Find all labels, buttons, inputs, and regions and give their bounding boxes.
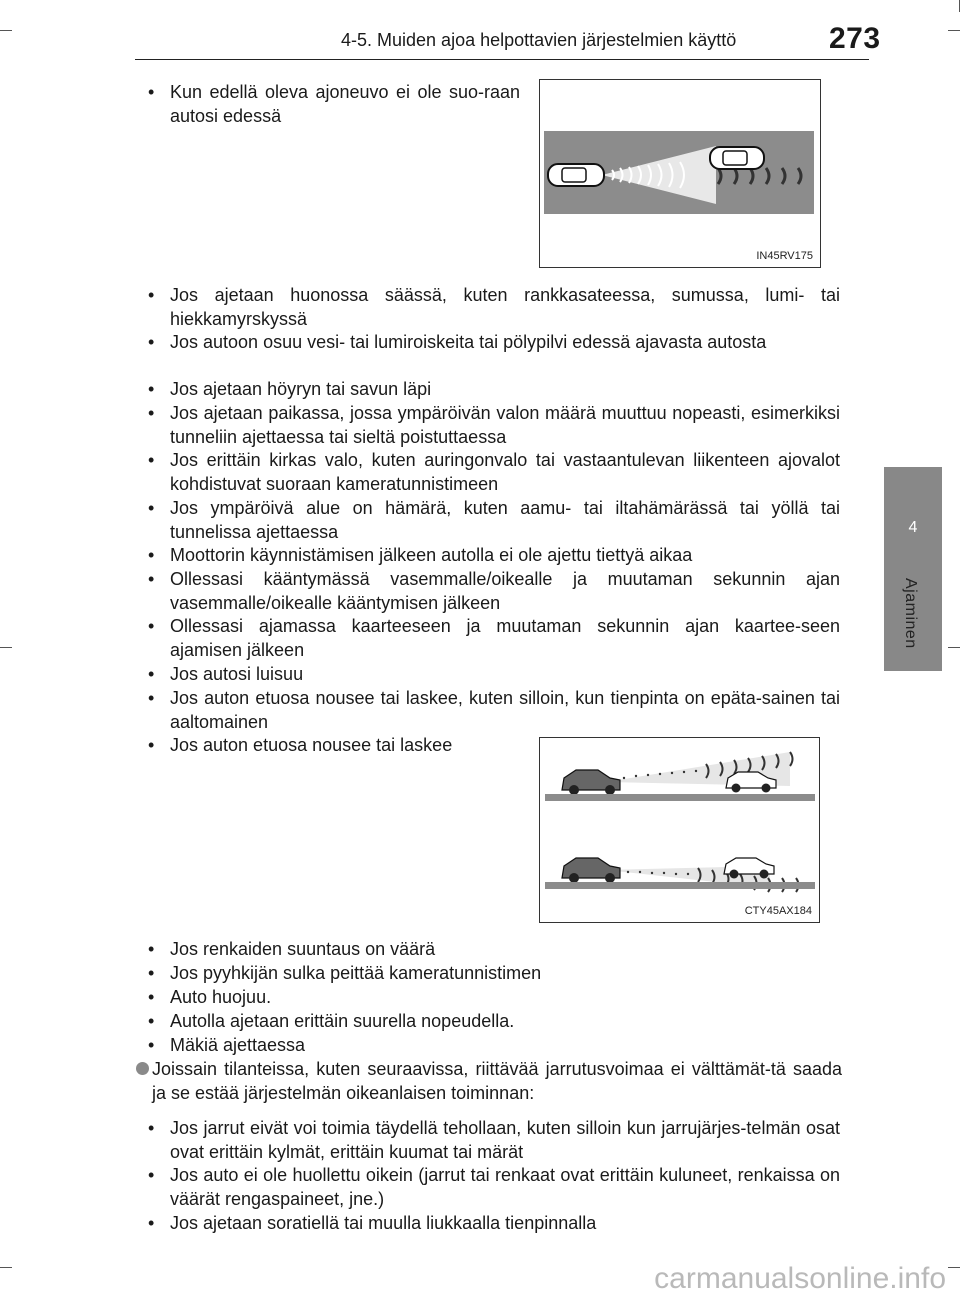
bullet-item bbox=[148, 1116, 840, 1164]
bullet-text: Autolla ajetaan erittäin suurella nopeudella. bbox=[170, 1011, 515, 1031]
bullet-item bbox=[148, 985, 840, 1009]
bullet-dot: • bbox=[148, 403, 155, 423]
bullet-item bbox=[148, 377, 840, 401]
bullet-item bbox=[148, 614, 840, 662]
bullet-item bbox=[148, 961, 840, 985]
bullet-dot: • bbox=[148, 569, 155, 589]
bullet-item bbox=[148, 733, 520, 757]
bullet-item bbox=[148, 1009, 840, 1033]
bullet-item bbox=[148, 401, 840, 449]
bullet-item bbox=[148, 283, 840, 331]
bullet-text: Jos autoon osuu vesi- tai lumiroiskeita tai pölypilvi edessä ajavasta autosta bbox=[170, 332, 767, 352]
road-upper bbox=[545, 794, 815, 801]
bullet-dot: • bbox=[148, 1118, 155, 1138]
bullet-dot: • bbox=[148, 498, 155, 518]
bullet-text: Jos erittäin kirkas valo, kuten auringonvalo tai vastaantulevan liikenteen ajovalot kohdistuvat suoraan kameratunnistimeen bbox=[170, 450, 840, 494]
figure-code: CTY45AX184 bbox=[744, 905, 812, 917]
bullet-text: Jos jarrut eivät voi toimia täydellä tehollaan, kuten silloin kun jarrujärjes-telmän osat ovat erittäin kylmät, erittäin kuumat tai märät bbox=[170, 1118, 840, 1162]
bullet-text: Jos renkaiden suuntaus on väärä bbox=[170, 939, 436, 959]
bullet-dot: • bbox=[148, 688, 155, 708]
road-lower bbox=[545, 882, 815, 889]
bullet-text: Jos ajetaan soratiellä tai muulla liukkaalla tienpinnalla bbox=[170, 1213, 597, 1233]
bullet-item bbox=[148, 1033, 840, 1057]
bullet-dot: • bbox=[148, 82, 155, 102]
bullet-item bbox=[148, 496, 840, 544]
bullet-text: Moottorin käynnistämisen jälkeen autolla ei ole ajettu tiettyä aikaa bbox=[170, 545, 693, 565]
bullet-dot: • bbox=[148, 664, 155, 684]
bullet-text: Ollessasi ajamassa kaarteeseen ja muutaman sekunnin ajan kaartee-seen ajamisen jälkeen bbox=[170, 616, 840, 660]
crop-mark bbox=[0, 647, 12, 648]
bullet-dot: • bbox=[148, 545, 155, 565]
bullet-item bbox=[148, 543, 840, 567]
bullet-item bbox=[148, 80, 520, 128]
page-number: 273 bbox=[829, 22, 881, 55]
bullet-item bbox=[148, 1211, 840, 1235]
scene-lower bbox=[545, 858, 815, 892]
bullet-dot: • bbox=[148, 450, 155, 470]
section-paragraph: Joissain tilanteissa, kuten seuraavissa, riittävää jarrutusvoimaa ei välttämät-tä saada ja se estää järjestelmän oikeanlaisen toiminnan: bbox=[152, 1059, 842, 1103]
bullet-dot: • bbox=[148, 1165, 155, 1185]
figure-pitching-vehicle bbox=[539, 737, 820, 923]
crop-mark bbox=[948, 30, 960, 31]
crop-mark bbox=[0, 1267, 12, 1268]
bullet-text: Jos auton etuosa nousee tai laskee bbox=[170, 735, 453, 755]
bullet-dot: • bbox=[148, 1011, 155, 1031]
bullet-dot: • bbox=[148, 616, 155, 636]
bullet-text: Jos ajetaan höyryn tai savun läpi bbox=[170, 379, 432, 399]
bullet-dot: • bbox=[148, 963, 155, 983]
bullet-dot: • bbox=[148, 939, 155, 959]
figure-code: IN45RV175 bbox=[756, 250, 813, 262]
bullet-item bbox=[148, 937, 840, 961]
scene-upper bbox=[545, 752, 815, 801]
bullet-text: Jos auton etuosa nousee tai laskee, kuten silloin, kun tienpinta on epäta-sainen tai aaltomainen bbox=[170, 688, 840, 732]
bullet-item bbox=[148, 567, 840, 615]
bullet-dot: • bbox=[148, 1035, 155, 1055]
own-car-lower bbox=[562, 858, 620, 883]
bullet-item bbox=[148, 330, 840, 354]
section-title: 4-5. Muiden ajoa helpottavien järjestelmien käyttö bbox=[341, 30, 737, 50]
offset-vehicle-illustration bbox=[540, 80, 820, 267]
bullet-text: Kun edellä oleva ajoneuvo ei ole suo-raan autosi edessä bbox=[170, 82, 520, 126]
bullet-dot: • bbox=[148, 332, 155, 352]
pitching-vehicle-illustration bbox=[540, 738, 819, 922]
bullet-item bbox=[148, 686, 840, 734]
chapter-title: Ajaminen bbox=[902, 578, 919, 649]
bullet-text: Jos ympäröivä alue on hämärä, kuten aamu- tai iltahämärässä tai yöllä tai tunnelissa ajettaessa bbox=[170, 498, 840, 542]
bullet-text: Jos ajetaan paikassa, jossa ympäröivän valon määrä muuttuu nopeasti, esimerkiksi tunneliin ajettaessa tai sieltä poistuttaessa bbox=[170, 403, 840, 447]
bullet-text: Auto huojuu. bbox=[170, 987, 272, 1007]
bullet-text: Ollessasi kääntymässä vasemmalle/oikealle ja muutaman sekunnin ajan vasemmalle/oikealle kääntymisen jälkeen bbox=[170, 569, 840, 613]
figure-lead-vehicle-offset bbox=[539, 79, 821, 268]
section-bullet-icon bbox=[136, 1062, 149, 1075]
bullet-dot: • bbox=[148, 735, 155, 755]
bullet-text: Mäkiä ajettaessa bbox=[170, 1035, 306, 1055]
bullet-text: Jos pyyhkijän sulka peittää kameratunnistimen bbox=[170, 963, 542, 983]
header-divider bbox=[135, 59, 869, 60]
bullet-dot: • bbox=[148, 379, 155, 399]
crop-mark bbox=[948, 1267, 960, 1268]
bullet-item bbox=[148, 1163, 840, 1211]
bullet-item bbox=[148, 662, 840, 686]
bullet-text: Jos ajetaan huonossa säässä, kuten rankkasateessa, sumussa, lumi- tai hiekkamyrskyssä bbox=[170, 285, 840, 329]
crop-mark bbox=[948, 647, 960, 648]
bullet-dot: • bbox=[148, 285, 155, 305]
crop-mark bbox=[0, 30, 12, 31]
own-car-upper bbox=[562, 770, 620, 795]
bullet-dot: • bbox=[148, 987, 155, 1007]
bullet-dot: • bbox=[148, 1213, 155, 1233]
bullet-item bbox=[148, 448, 840, 496]
watermark: carmanualsonline.info bbox=[654, 1262, 946, 1295]
own-car bbox=[548, 164, 604, 186]
bullet-text: Jos auto ei ole huollettu oikein (jarrut tai renkaat ovat erittäin kuluneet, renkaissa on väärät rengaspaineet, jne.) bbox=[170, 1165, 840, 1209]
lead-car bbox=[710, 147, 764, 169]
bullet-text: Jos autosi luisuu bbox=[170, 664, 304, 684]
chapter-number: 4 bbox=[908, 519, 918, 536]
